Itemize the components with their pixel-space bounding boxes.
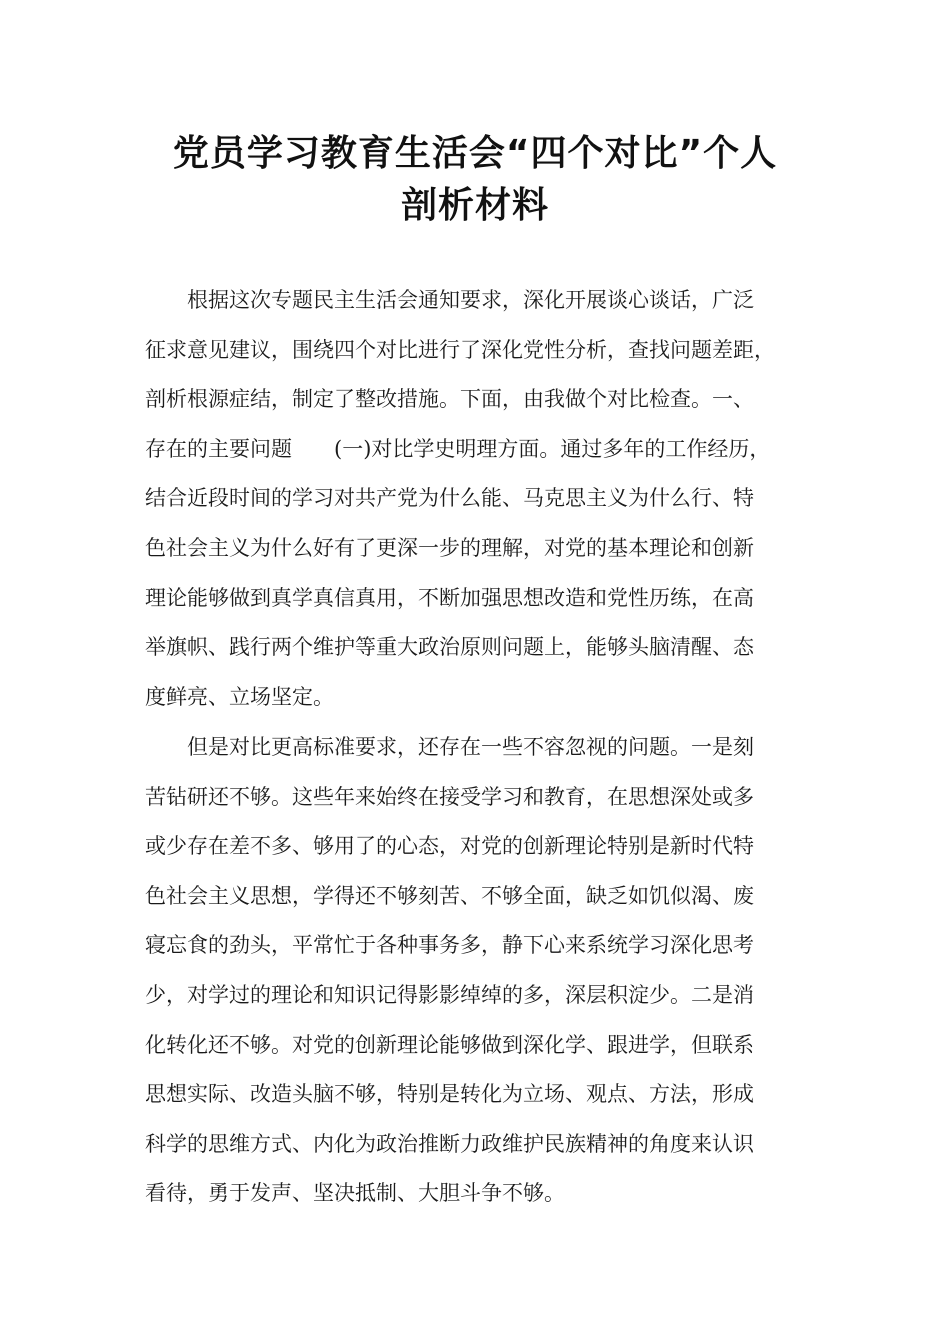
paragraph-2 [145,723,825,1219]
paragraph-1 [145,276,825,722]
paragraph-line: 化转化还不够。对党的创新理论能够做到深化学、跟进学，但联系 [145,1032,754,1057]
paragraph-line: 存在的主要问题 (一)对比学史明理方面。通过多年的工作经历， [145,436,771,461]
paragraph-line: 征求意见建议，围绕四个对比进行了深化党性分析，查找问题差距， [145,337,775,362]
paragraph-line: 剖析根源症结，制定了整改措施。下面，由我做个对比检查。一、 [145,387,754,412]
paragraph-line: 少，对学过的理论和知识记得影影绰绰的多，深层积淀少。二是消 [145,982,754,1007]
paragraph-line: 度鲜亮、立场坚定。 [145,684,334,709]
paragraph-line: 但是对比更高标准要求，还存在一些不容忽视的问题。一是刻 [145,735,754,759]
paragraph-line: 或少存在差不多、够用了的心态，对党的创新理论特别是新时代特 [145,834,754,859]
paragraph-line: 举旗帜、践行两个维护等重大政治原则问题上，能够头脑清醒、态 [145,635,754,660]
document-title-line-1: 党员学习教育生活会“四个对比”个人 [172,133,778,174]
paragraph-line: 根据这次专题民主生活会通知要求，深化开展谈心谈话，广泛 [145,288,754,312]
paragraph-line: 结合近段时间的学习对共产党为什么能、马克思主义为什么行、特 [145,486,754,511]
paragraph-line: 思想实际、改造头脑不够，特别是转化为立场、观点、方法，形成 [145,1082,754,1107]
paragraph-line: 色社会主义为什么好有了更深一步的理解，对党的基本理论和创新 [145,535,754,560]
document-title-line-2: 剖析材料 [400,185,549,226]
paragraph-line: 色社会主义思想，学得还不够刻苦、不够全面，缺乏如饥似渴、废 [145,883,754,908]
paragraph-line: 理论能够做到真学真信真用，不断加强思想改造和党性历练，在高 [145,585,754,610]
paragraph-line: 科学的思维方式、内化为政治推断力政维护民族精神的角度来认识 [145,1131,754,1156]
paragraph-line: 苦钻研还不够。这些年来始终在接受学习和教育，在思想深处或多 [145,784,754,809]
paragraph-line: 看待，勇于发声、坚决抵制、大胆斗争不够。 [145,1181,565,1206]
paragraph-line: 寝忘食的劲头，平常忙于各种事务多，静下心来系统学习深化思考 [145,933,754,958]
